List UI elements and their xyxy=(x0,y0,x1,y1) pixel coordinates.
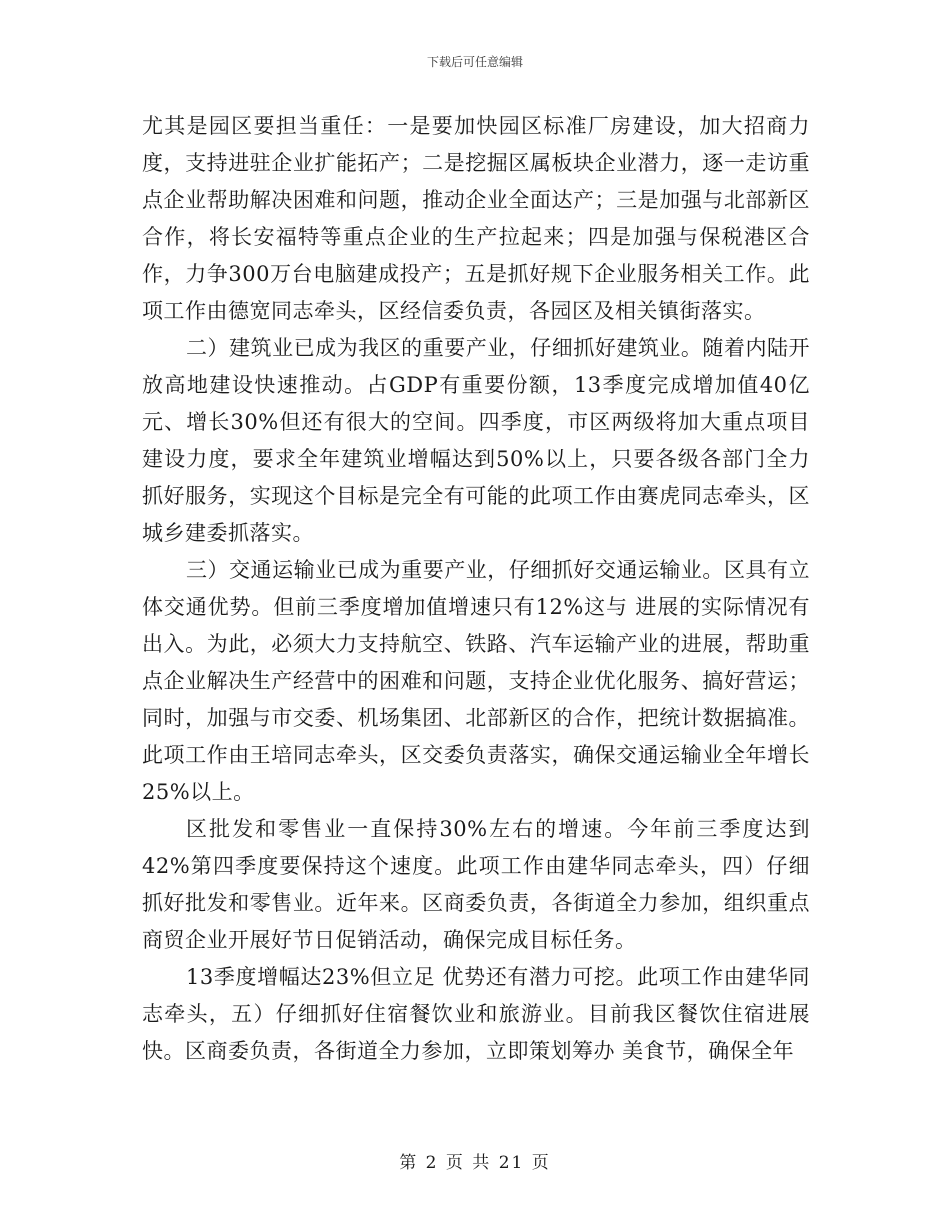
paragraph-1: 尤其是园区要担当重任：一是要加快园区标准厂房建设，加大招商力度，支持进驻企业扩能拓产；二是挖掘区属板块企业潜力，逐一走访重点企业帮助解决困难和问题，推动企业全面达产；三是加强与北部新区合作，将长安福特等重点企业的生产拉起来；四是加强与保税港区合作，力争300万台电脑建成投产；五是抓好规下企业服务相关工作。此项工作由德宽同志牵头，区经信委负责，各园区及相关镇街落实。 xyxy=(142,114,810,323)
body-content xyxy=(142,108,810,1070)
page-header: 下载后可任意编辑 xyxy=(426,55,523,69)
page-footer: 第 2 页 共 21 页 xyxy=(399,1153,551,1173)
paragraph-5: 13季度增幅达23%但立足 优势还有潜力可挖。此项工作由建华同志牵头，五）仔细抓好住宿餐饮业和旅游业。目前我区餐饮住宿进展快。区商委负责，各街道全力参加，立即策划筹办 美食节，确保全年 xyxy=(142,965,810,1063)
paragraph-3: 三）交通运输业已成为重要产业，仔细抓好交通运输业。区具有立体交通优势。但前三季度增加值增速只有12%这与 进展的实际情况有出入。为此，必须大力支持航空、铁路、汽车运输产业的进展，帮助重点企业解决生产经营中的困难和问题，支持企业优化服务、搞好营运；同时，加强与市交委、机场集团、北部新区的合作，把统计数据搞准。此项工作由王培同志牵头，区交委负责落实，确保交通运输业全年增长25%以上。 xyxy=(142,558,810,804)
paragraph-4: 区批发和零售业一直保持30%左右的增速。今年前三季度达到42%第四季度要保持这个速度。此项工作由建华同志牵头，四）仔细抓好批发和零售业。近年来。区商委负责，各街道全力参加，组织重点商贸企业开展好节日促销活动，确保完成目标任务。 xyxy=(142,817,810,952)
paragraph-2: 二）建筑业已成为我区的重要产业，仔细抓好建筑业。随着内陆开放高地建设快速推动。占GDP有重要份额，13季度完成增加值40亿元、增长30%但还有很大的空间。四季度，市区两级将加大重点项目建设力度，要求全年建筑业增幅达到50%以上，只要各级各部门全力抓好服务，实现这个目标是完全有可能的此项工作由赛虎同志牵头，区城乡建委抓落实。 xyxy=(142,336,810,545)
